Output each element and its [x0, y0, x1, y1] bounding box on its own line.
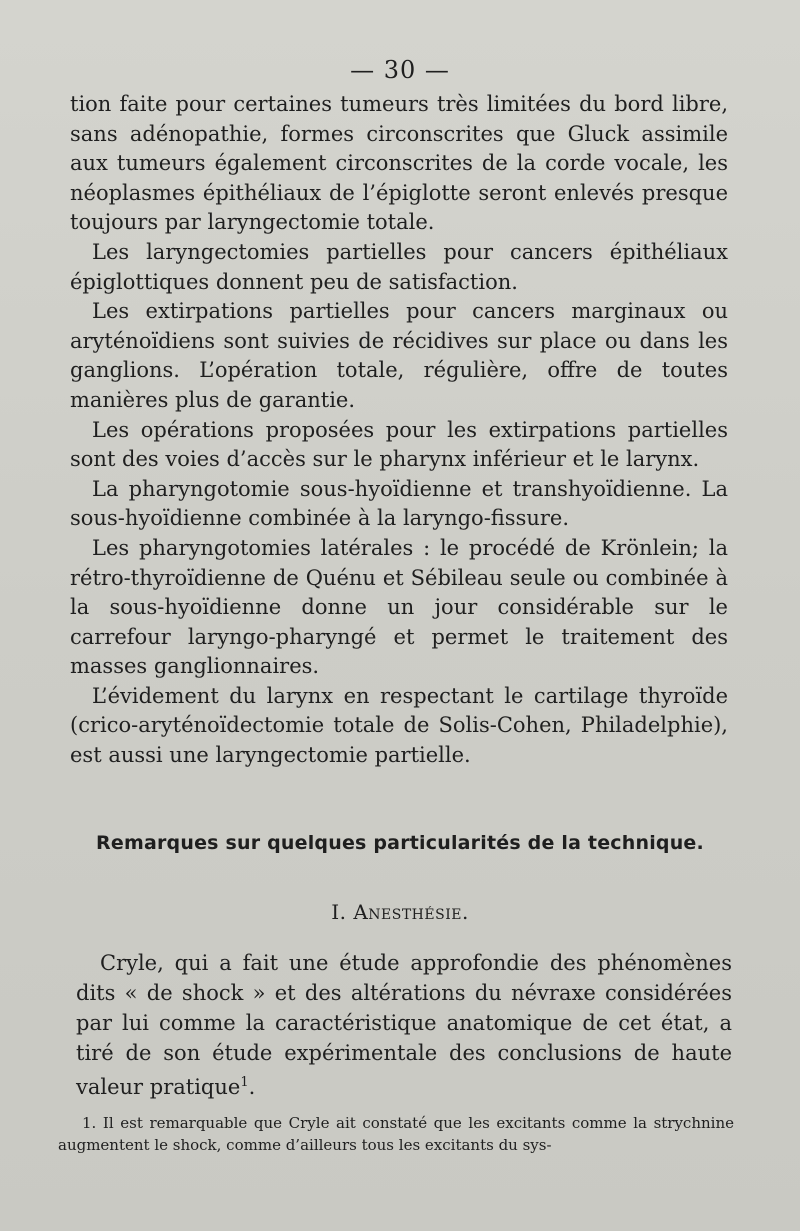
footnote [58, 1112, 734, 1156]
footnote-marker: 1. [82, 1114, 97, 1132]
paragraph: Cryle, qui a fait une étude approfondie des phénomènes dits « de shock » et des altérations du névraxe considérées par lui comme la caractéristique anatomique de cet état, a tiré de son étude expérimentale des conclusions de haute valeur pratique$^1$. [76, 951, 732, 1099]
footnote-text: Il est remarquable que Cryle ait constaté que les excitants comme la strychnine augmentent le shock, comme d’ailleurs tous les excitants du sys- [58, 1114, 734, 1154]
subsection-heading [0, 900, 800, 924]
subsection-title: Anesthésie. [353, 900, 469, 924]
paragraph: Les pharyngotomies latérales : le procédé de Krönlein; la rétro-thyroïdienne de Quénu et Sébileau seule ou combinée à la sous-hyoïdienne donne un jour considérable sur le carrefour laryngo-pharyngé et permet le traitement des masses ganglionnaires. [70, 535, 728, 679]
page-number: — 30 — [350, 56, 450, 84]
footnote-paragraph [58, 1112, 734, 1156]
paragraph: Les opérations proposées pour les extirpations partielles sont des voies d’accès sur le pharynx inférieur et le larynx. [70, 417, 728, 472]
footnote-reference[interactable]: 1 [240, 1075, 249, 1090]
section-heading: Remarques sur quelques particularités de la technique. [96, 832, 704, 854]
paragraph: tion faite pour certaines tumeurs très limitées du bord libre, sans adénopathie, formes circonscrites que Gluck assimile aux tumeurs également circonscrites de la corde vocale, les néoplasmes épithéliaux de l’épiglotte seront enlevés presque toujours par laryngectomie totale. [70, 92, 728, 235]
anesthesia-text [76, 948, 732, 1102]
main-text [70, 90, 728, 771]
paragraph: L’évidement du larynx en respectant le cartilage thyroïde (crico-aryténoïdectomie totale de Solis-Cohen, Philadelphie), est aussi une laryngectomie partielle. [70, 683, 728, 768]
paragraph: La pharyngotomie sous-hyoïdienne et transhyoïdienne. La sous-hyoïdienne combinée à la laryngo-fissure. [70, 476, 728, 531]
subsection-number: I. [331, 900, 347, 924]
anesthesia-paragraph-text: Cryle, qui a fait une étude approfondie des phénomènes dits « de shock » et des altérations du névraxe considérées par lui comme la caractéristique anatomique de cet état, a tiré de son étude expérimentale des conclusions de haute valeur pratique [76, 951, 732, 1099]
paragraph: Les laryngectomies partielles pour cancers épithéliaux épiglottiques donnent peu de satisfaction. [70, 239, 728, 294]
paragraph: Les extirpations partielles pour cancers marginaux ou aryténoïdiens sont suivies de récidives sur place ou dans les ganglions. L’opération totale, régulière, offre de toutes manières plus de garantie. [70, 299, 728, 412]
